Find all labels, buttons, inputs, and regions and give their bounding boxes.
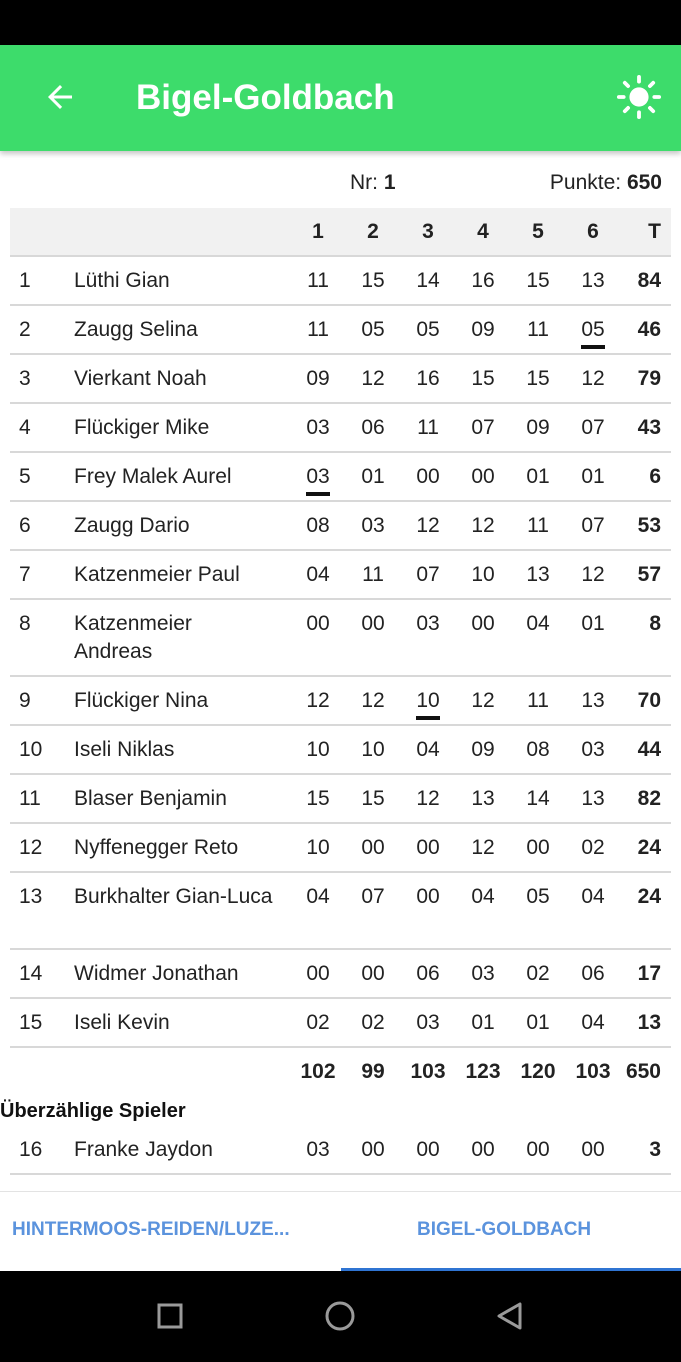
round-score [568,463,618,491]
score-value: 00 [361,1138,385,1161]
home-button[interactable] [315,1291,365,1341]
player-name: Katzenmeier Andreas [74,612,192,663]
round-score [458,785,508,813]
score-value: 12 [416,787,440,810]
round-score [403,736,453,764]
score-value: 07 [361,885,385,908]
score-value: 02 [581,836,605,859]
score-value: 13 [581,689,605,712]
triangle-back-icon [495,1301,525,1331]
circle-icon [324,1300,356,1332]
table-row[interactable] [10,999,671,1048]
score-value: 00 [306,962,330,985]
score-value: 16 [471,269,495,292]
score-value: 08 [526,738,550,761]
round-score [348,883,398,911]
score-value: 10 [416,688,439,720]
score-value: 00 [361,612,385,635]
score-value: 12 [416,514,440,537]
round-score [513,414,563,442]
round-score [458,365,508,393]
score-value: 07 [416,563,440,586]
row-number: 14 [19,962,43,985]
score-table [0,208,671,1175]
score-value: 11 [527,318,549,341]
round-sum: 120 [520,1060,556,1083]
row-number: 3 [19,367,31,390]
score-value: 00 [361,836,385,859]
score-value: 03 [306,464,329,496]
score-value: 03 [416,1011,440,1034]
score-value: 12 [471,689,495,712]
round-score [568,561,618,589]
score-value: 01 [581,465,605,488]
status-bar [0,0,681,45]
round-score [458,687,508,715]
round-score [568,785,618,813]
extra-players-title: Überzählige Spieler [0,1100,186,1122]
score-value: 11 [362,563,384,586]
round-score [293,414,343,442]
round-score [568,687,618,715]
round-score [458,736,508,764]
score-value: 15 [361,269,385,292]
player-name: Burkhalter Gian-Luca [74,885,273,908]
score-value: 02 [306,1011,330,1034]
score-value: 05 [526,885,550,908]
player-name: Katzenmeier Paul [74,563,240,586]
score-value: 00 [306,612,330,635]
score-value: 00 [471,612,495,635]
round-sum: 103 [410,1060,446,1083]
round-score [403,512,453,540]
row-number: 10 [19,738,43,761]
player-total: 13 [637,1011,661,1034]
player-total: 43 [637,416,661,439]
score-value: 15 [361,787,385,810]
score-value: 09 [471,318,495,341]
row-number: 13 [19,885,43,908]
table-row[interactable] [10,404,671,453]
score-value: 07 [471,416,495,439]
nr-label: Nr: [350,171,378,194]
round-score [568,883,618,911]
round-score [568,610,618,638]
round-score [348,267,398,295]
back-button[interactable] [30,67,90,127]
table-row[interactable] [10,355,671,404]
round-score [293,1009,343,1037]
round-score [513,463,563,491]
score-value: 07 [581,514,605,537]
round-score [458,1009,508,1037]
player-name: Iseli Kevin [74,1011,170,1034]
score-value: 00 [471,1138,495,1161]
player-total: 44 [637,738,661,761]
round-score [568,316,618,349]
player-name: Zaugg Dario [74,514,190,537]
player-total: 70 [637,689,661,712]
round-score [403,561,453,589]
player-total: 53 [637,514,661,537]
row-number: 8 [19,612,31,635]
player-name: Lüthi Gian [74,269,170,292]
round-score [458,610,508,638]
round-score [513,316,563,344]
score-value: 12 [361,689,385,712]
round-sum: 103 [575,1060,611,1083]
player-name: Widmer Jonathan [74,962,239,985]
round-sum: 102 [300,1060,336,1083]
score-value: 03 [361,514,385,537]
round-score [348,561,398,589]
round-score [458,414,508,442]
table-row[interactable] [10,1126,671,1175]
round-score [403,687,453,720]
score-value: 01 [361,465,385,488]
round-score [513,512,563,540]
sum-row [10,1048,671,1096]
player-total: 82 [637,787,661,810]
player-name: Iseli Niklas [74,738,175,761]
sun-icon [616,74,662,120]
row-number: 9 [19,689,31,712]
nr-value: 1 [383,171,396,194]
round-score [403,610,453,638]
table-row[interactable] [10,950,671,999]
round-score [568,1136,618,1164]
row-number: 16 [19,1138,43,1161]
round-score [458,316,508,344]
table-row[interactable] [10,824,671,873]
round-score [403,960,453,988]
score-value: 14 [416,269,440,292]
points-info [550,171,662,195]
round-score [348,414,398,442]
score-value: 01 [526,465,550,488]
player-name: Nyffenegger Reto [74,836,239,859]
points-label: Punkte: [549,171,622,194]
table-row[interactable] [10,775,671,824]
player-name: Franke Jaydon [74,1138,213,1161]
round-score [348,463,398,491]
round-score [513,960,563,988]
score-value: 01 [581,612,605,635]
score-value: 10 [361,738,385,761]
round-score [458,1136,508,1164]
score-value: 10 [306,738,330,761]
round-score [293,960,343,988]
round-score [403,365,453,393]
table-row[interactable] [10,677,671,726]
round-score [348,316,398,344]
content-area [0,151,681,1191]
round-score [403,463,453,491]
round-score [403,834,453,862]
score-value: 05 [416,318,440,341]
round-score [513,1009,563,1037]
round-score [403,1009,453,1037]
recents-button[interactable] [145,1291,195,1341]
system-back-button[interactable] [485,1291,535,1341]
score-value: 11 [417,416,439,439]
player-total: 8 [649,612,661,635]
round-score [293,785,343,813]
score-value: 11 [307,269,329,292]
score-value: 15 [526,367,550,390]
player-name: Flückiger Mike [74,416,210,439]
table-row[interactable] [10,306,671,355]
score-value: 04 [306,885,330,908]
header-round-4: 4 [477,220,489,243]
tab-bigel-goldbach[interactable]: BIGEL-GOLDBACH [417,1219,592,1240]
arrow-left-icon [42,79,78,115]
round-score [403,1136,453,1164]
row-number: 4 [19,416,31,439]
player-total: 46 [637,318,661,341]
table-row[interactable] [10,453,671,502]
round-score [513,785,563,813]
player-total: 6 [649,465,661,488]
row-number: 7 [19,563,31,586]
round-score [513,687,563,715]
score-value: 12 [306,689,330,712]
player-total: 57 [637,563,661,586]
round-score [458,960,508,988]
round-score [568,736,618,764]
score-value: 00 [416,465,440,488]
player-total: 79 [637,367,661,390]
score-value: 11 [527,689,549,712]
round-score [458,561,508,589]
score-value: 14 [526,787,550,810]
player-name: Blaser Benjamin [74,787,227,810]
score-value: 09 [306,367,330,390]
header-round-3: 3 [422,220,434,243]
square-icon [156,1302,184,1330]
header-round-6: 6 [587,220,599,243]
score-value: 15 [526,269,550,292]
row-number: 6 [19,514,31,537]
round-score [293,365,343,393]
round-score [458,463,508,491]
header-round-5: 5 [532,220,544,243]
score-value: 00 [416,885,440,908]
round-score [568,365,618,393]
round-score [348,960,398,988]
round-score [513,365,563,393]
round-score [513,1136,563,1164]
table-header [10,208,671,257]
app-bar [0,45,681,151]
score-value: 05 [581,317,604,349]
score-value: 00 [471,465,495,488]
round-score [458,834,508,862]
score-value: 12 [361,367,385,390]
player-total: 24 [637,836,661,859]
header-total: T [648,220,661,243]
header-round-1: 1 [312,220,324,243]
nr-info [350,171,396,195]
score-value: 07 [581,416,605,439]
round-score [293,834,343,862]
round-score [348,512,398,540]
score-value: 01 [471,1011,495,1034]
round-score [403,316,453,344]
score-value: 10 [471,563,495,586]
round-score [348,687,398,715]
score-value: 00 [526,1138,550,1161]
player-total: 3 [649,1138,661,1161]
round-score [568,1009,618,1037]
bottom-tabs [0,1191,681,1272]
score-value: 03 [306,416,330,439]
system-nav-bar [0,1271,681,1362]
round-score [348,785,398,813]
score-value: 06 [361,416,385,439]
score-value: 03 [306,1138,330,1161]
round-score [293,316,343,344]
score-value: 04 [526,612,550,635]
player-name: Flückiger Nina [74,689,209,712]
row-number: 11 [19,787,41,810]
score-value: 06 [581,962,605,985]
round-score [293,883,343,911]
round-score [513,883,563,911]
score-value: 12 [471,836,495,859]
theme-toggle-button[interactable] [609,67,669,127]
score-value: 11 [527,514,549,537]
score-value: 04 [581,885,605,908]
score-value: 00 [416,1138,440,1161]
round-score [458,512,508,540]
round-score [293,1136,343,1164]
header-round-2: 2 [367,220,379,243]
round-score [513,561,563,589]
score-value: 10 [306,836,330,859]
points-value: 650 [626,171,662,194]
score-value: 08 [306,514,330,537]
round-score [348,736,398,764]
grand-total: 650 [625,1060,661,1083]
round-score [348,365,398,393]
player-name: Zaugg Selina [74,318,198,341]
round-score [513,736,563,764]
score-value: 13 [581,787,605,810]
score-value: 12 [471,514,495,537]
round-score [348,834,398,862]
round-score [293,736,343,764]
score-value: 03 [416,612,440,635]
table-row[interactable] [10,257,671,306]
round-sum: 123 [465,1060,501,1083]
player-name: Frey Malek Aurel [74,465,232,488]
round-score [293,561,343,589]
score-value: 02 [526,962,550,985]
score-value: 02 [361,1011,385,1034]
row-number: 12 [19,836,43,859]
score-value: 01 [526,1011,550,1034]
round-score [403,883,453,911]
score-value: 13 [581,269,605,292]
score-value: 04 [471,885,495,908]
player-total: 84 [637,269,661,292]
round-sum: 99 [361,1060,385,1083]
row-number: 5 [19,465,31,488]
round-score [568,512,618,540]
score-value: 06 [416,962,440,985]
score-value: 12 [581,367,605,390]
table-row[interactable] [10,726,671,775]
score-value: 00 [526,836,550,859]
score-value: 04 [416,738,440,761]
score-value: 15 [306,787,330,810]
score-value: 03 [471,962,495,985]
round-score [403,785,453,813]
round-score [568,960,618,988]
score-value: 04 [306,563,330,586]
score-value: 00 [361,962,385,985]
round-score [513,267,563,295]
score-value: 16 [416,367,440,390]
round-score [458,883,508,911]
score-value: 11 [307,318,329,341]
round-score [403,267,453,295]
round-score [513,834,563,862]
row-number: 15 [19,1011,43,1034]
score-value: 09 [526,416,550,439]
round-score [403,414,453,442]
score-value: 09 [471,738,495,761]
round-score [348,610,398,638]
page-title: Bigel-Goldbach [136,78,395,117]
table-row[interactable] [10,873,671,950]
round-score [568,834,618,862]
round-score [293,512,343,540]
row-number: 2 [19,318,31,341]
round-score [568,414,618,442]
round-score [293,687,343,715]
player-name: Vierkant Noah [74,367,207,390]
round-score [293,267,343,295]
round-score [348,1136,398,1164]
score-value: 15 [471,367,495,390]
score-value: 00 [416,836,440,859]
round-score [513,610,563,638]
row-number: 1 [19,269,31,292]
table-row[interactable] [10,551,671,600]
table-row[interactable] [10,502,671,551]
player-total: 24 [637,885,661,908]
tab-hintermoos[interactable]: HINTERMOOS-REIDEN/LUZE... [12,1219,290,1240]
round-score [458,267,508,295]
score-value: 04 [581,1011,605,1034]
player-total: 17 [637,962,661,985]
score-value: 00 [581,1138,605,1161]
round-score [293,463,343,496]
score-value: 05 [361,318,385,341]
round-score [348,1009,398,1037]
score-value: 13 [526,563,550,586]
score-value: 13 [471,787,495,810]
score-value: 12 [581,563,605,586]
score-value: 03 [581,738,605,761]
table-row[interactable] [10,600,671,677]
round-score [293,610,343,638]
round-score [568,267,618,295]
